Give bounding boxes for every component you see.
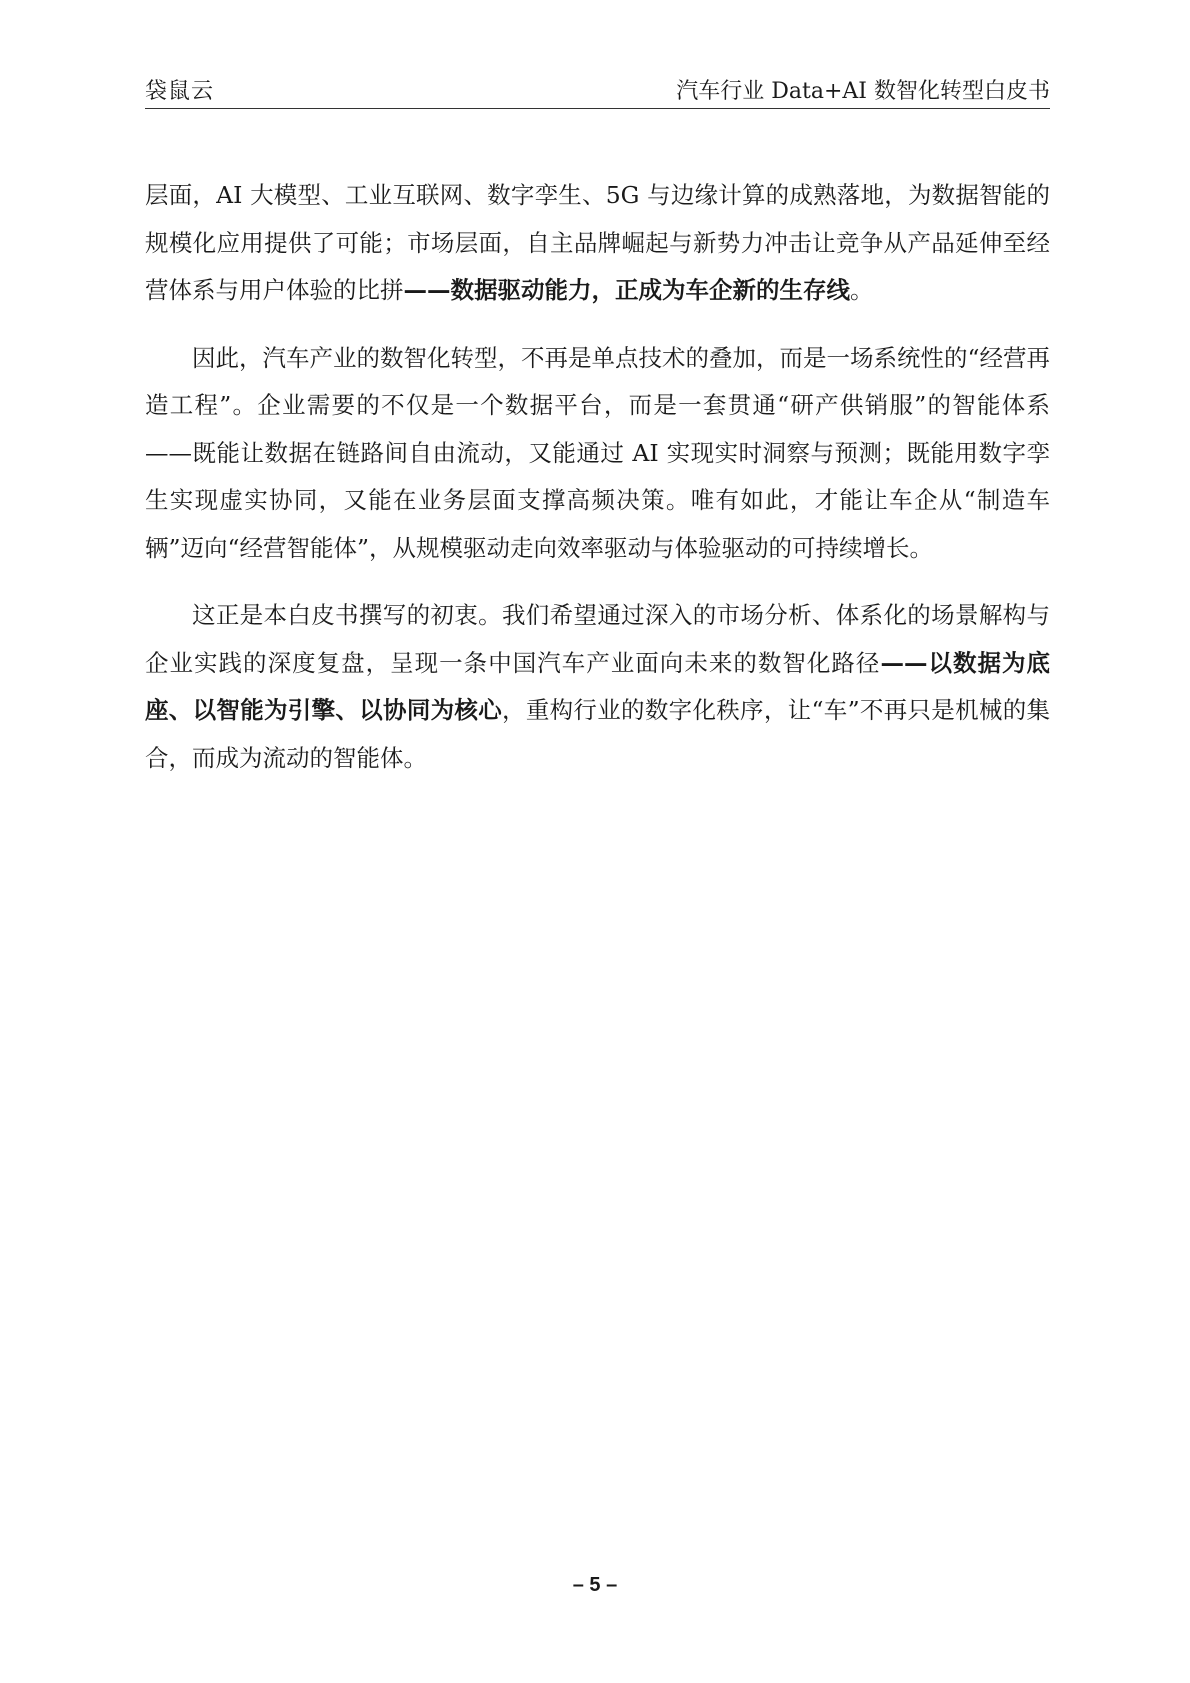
paragraph-3-end: ，重构行业的数字化秩序，让“车”不再只是机械的集合，而成为流动的智能体。 [145,696,1051,772]
paragraph-1-end: 。 [850,276,874,304]
paragraph-1 [145,172,1050,315]
page-number: – 5 – [572,1574,618,1596]
paragraph-1-text: 层面，AI 大模型、工业互联网、数字孪生、5G 与边缘计算的成熟落地，为数据智能的规模化应用提供了可能；市场层面，自主品牌崛起与新势力冲击让竞争从产品延伸至经营体系与用户体验的比拼 [145,181,1050,304]
paragraph-2-text: 因此，汽车产业的数智化转型，不再是单点技术的叠加，而是一场系统性的“经营再造工程”。企业需要的不仅是一个数据平台，而是一套贯通“研产供销服”的智能体系——既能让数据在链路间自由流动，又能通过 AI 实现实时洞察与预测；既能用数字孪生实现虚实协同，又能在业务层面支撑高频决策。唯有如此，才能让车企从“制造车辆”迈向“经营智能体”，从规模驱动走向效率驱动与体验驱动的可持续增长。 [145,343,1051,562]
paragraph-3-emphasis: ——以数据为底座、以智能为引擎、以协同为核心 [145,648,1051,724]
page-header [145,70,1050,109]
body-text [145,172,1050,802]
header-document-title: 汽车行业 Data+AI 数智化转型白皮书 [676,79,1050,104]
paragraph-2 [145,335,1050,573]
header-brand: 袋鼠云 [145,79,215,104]
paragraph-1-emphasis: ——数据驱动能力，正成为车企新的生存线 [403,276,850,304]
paragraph-3-text: 这正是本白皮书撰写的初衷。我们希望通过深入的市场分析、体系化的场景解构与企业实践的深度复盘，呈现一条中国汽车产业面向未来的数智化路径 [145,601,1050,677]
paragraph-3 [145,592,1050,782]
